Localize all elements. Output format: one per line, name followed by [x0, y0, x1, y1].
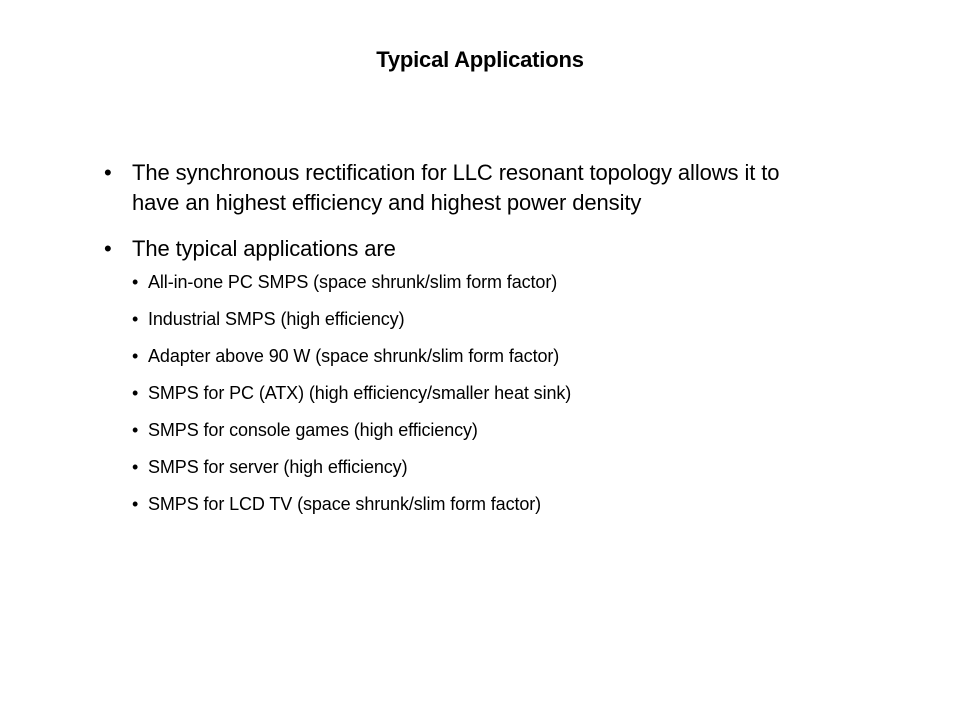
application-item	[132, 344, 824, 369]
application-text: SMPS for server (high efficiency)	[148, 457, 408, 477]
main-bullet-list	[104, 158, 824, 517]
bullet-point-text: The synchronous rectification for LLC resonant topology allows it to have an highest efficiency and highest power density	[132, 160, 780, 215]
bullet-point-text: The typical applications are	[132, 236, 396, 261]
application-text: SMPS for console games (high efficiency)	[148, 420, 478, 440]
bullet-icon: •	[132, 420, 139, 440]
bullet-icon: •	[132, 309, 139, 329]
bullet-point-1	[104, 158, 824, 218]
applications-list	[132, 270, 824, 517]
application-item	[132, 381, 824, 406]
application-text: All-in-one PC SMPS (space shrunk/slim form factor)	[148, 272, 558, 292]
application-text: Adapter above 90 W (space shrunk/slim form factor)	[148, 346, 560, 366]
bullet-icon: •	[132, 383, 139, 403]
application-text: SMPS for LCD TV (space shrunk/slim form factor)	[148, 494, 542, 514]
bullet-icon: •	[132, 346, 139, 366]
bullet-icon: •	[132, 457, 139, 477]
slide-title: Typical Applications	[376, 47, 584, 72]
application-text: Industrial SMPS (high efficiency)	[148, 309, 405, 329]
bullet-icon: •	[104, 236, 112, 261]
bullet-icon: •	[132, 494, 139, 514]
application-item	[132, 455, 824, 480]
slide-content	[104, 158, 824, 533]
bullet-icon: •	[132, 272, 139, 292]
application-item	[132, 492, 824, 517]
bullet-point-2	[104, 234, 824, 517]
application-item	[132, 270, 824, 295]
application-item	[132, 418, 824, 443]
application-text: SMPS for PC (ATX) (high efficiency/smaller heat sink)	[148, 383, 572, 403]
application-item	[132, 307, 824, 332]
bullet-icon: •	[104, 160, 112, 185]
